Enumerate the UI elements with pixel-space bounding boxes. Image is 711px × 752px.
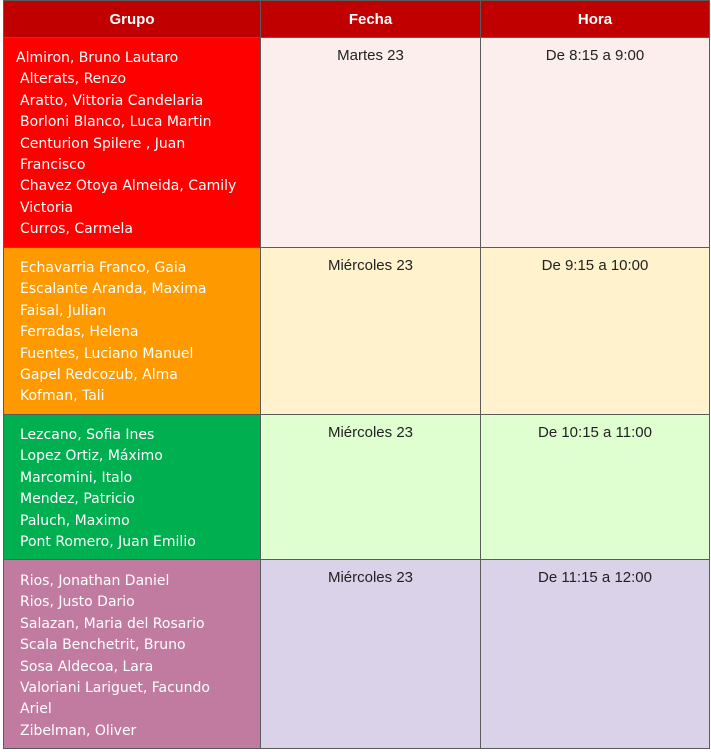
student-name: Lezcano, Sofia Ines: [20, 427, 155, 443]
student-name: Mendez, Patricio: [20, 491, 135, 508]
student-name: Gapel Redcozub, Alma: [20, 367, 178, 384]
student-name: Escalante Aranda, Maxima: [20, 281, 207, 298]
header-row: [4, 1, 710, 38]
student-name: Ferradas, Helena: [20, 324, 139, 341]
group-names-cell: [4, 38, 261, 248]
student-name: Marcomini, Italo: [20, 469, 133, 486]
fecha-cell: Miércoles 23: [261, 415, 481, 560]
hora-cell: De 10:15 a 11:00: [481, 415, 710, 560]
header-hora: Hora: [481, 1, 710, 38]
student-name: Fuentes, Luciano Manuel: [20, 345, 194, 362]
group-row-1: [4, 38, 710, 248]
fecha-cell: Miércoles 23: [261, 248, 481, 415]
student-name: Rios, Jonathan Daniel: [20, 573, 170, 589]
schedule-table: [3, 0, 710, 749]
student-name: Pont Romero, Juan Emilio: [20, 534, 196, 551]
student-name: Aratto, Vittoria Candelaria: [20, 92, 204, 109]
student-list: [4, 415, 260, 553]
group-names-cell: [4, 415, 261, 560]
student-list: [4, 248, 260, 408]
student-name: Curros, Carmela: [20, 221, 133, 238]
fecha-cell: Martes 23: [261, 38, 481, 248]
hora-cell: De 11:15 a 12:00: [481, 560, 710, 749]
hora-cell: De 8:15 a 9:00: [481, 38, 710, 248]
group-names-cell: [4, 248, 261, 415]
student-name: Borloni Blanco, Luca Martin: [20, 114, 212, 131]
student-name: Kofman, Tali: [20, 388, 105, 405]
group-row-3: [4, 415, 710, 560]
student-list: [4, 560, 260, 742]
student-name: Salazan, Maria del Rosario: [20, 615, 205, 632]
group-row-2: [4, 248, 710, 415]
group-names-cell: [4, 560, 261, 749]
fecha-cell: Miércoles 23: [261, 560, 481, 749]
student-name: Zibelman, Oliver: [20, 722, 137, 739]
student-name: Francisco: [20, 157, 86, 174]
student-name: Echavarria Franco, Gaia: [20, 260, 187, 276]
header-fecha: Fecha: [261, 1, 481, 38]
student-name: Lopez Ortiz, Máximo: [20, 448, 163, 465]
student-list: [4, 38, 260, 241]
student-name: Alterats, Renzo: [20, 71, 127, 88]
student-name: Faisal, Julian: [20, 302, 107, 319]
student-name: Scala Benchetrit, Bruno: [20, 637, 186, 654]
student-name: Chavez Otoya Almeida, Camily: [20, 178, 237, 195]
header-grupo: Grupo: [4, 1, 261, 38]
group-row-4: [4, 560, 710, 749]
student-name: Victoria: [20, 199, 74, 216]
student-name: Centurion Spilere , Juan: [20, 135, 186, 152]
student-name: Ariel: [20, 701, 52, 718]
student-name: Paluch, Maximo: [20, 512, 130, 529]
student-name: Sosa Aldecoa, Lara: [20, 658, 154, 675]
student-name: Valoriani Lariguet, Facundo: [20, 680, 210, 697]
hora-cell: De 9:15 a 10:00: [481, 248, 710, 415]
student-name: Rios, Justo Dario: [20, 594, 135, 611]
student-name: Almiron, Bruno Lautaro: [16, 50, 179, 66]
